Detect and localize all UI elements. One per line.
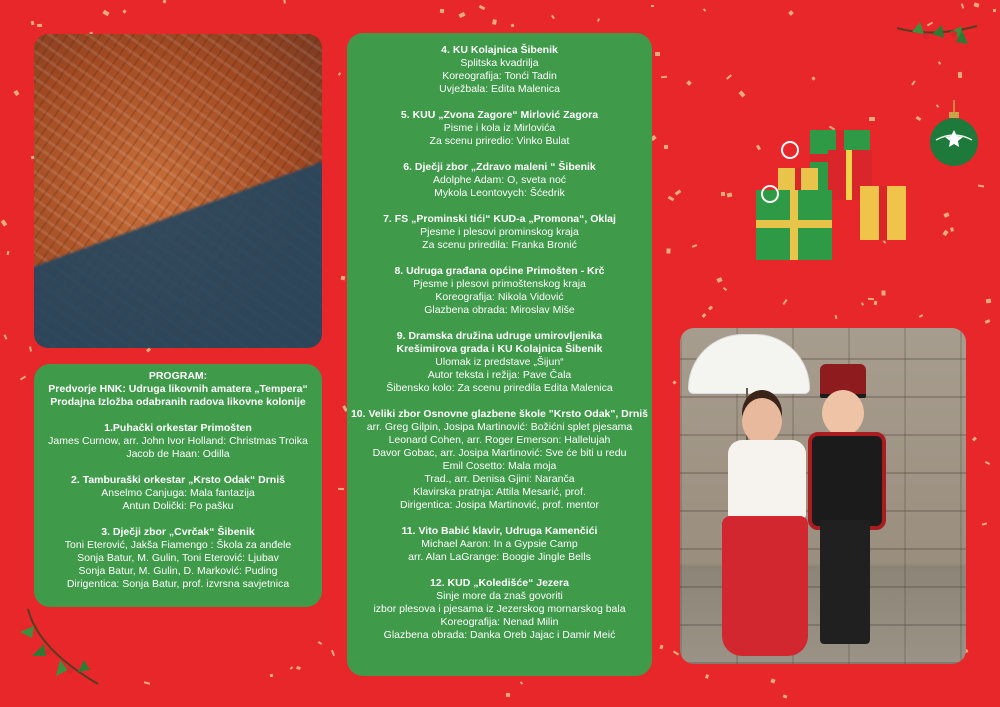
program-line: Glazbena obrada: Danka Oreb Jajac i Damir Meić	[383, 629, 616, 641]
program-line: Pjesme i plesovi prominskog kraja	[420, 226, 579, 238]
spacer	[34, 513, 322, 526]
program-heading: 10. Veliki zbor Osnovne glazbene škole "Krsto Odak", Drniš	[350, 408, 649, 420]
program-line: arr. Greg Gilpin, Josipa Martinović: Božićni splet pjesama	[366, 421, 633, 433]
spacer	[347, 96, 652, 109]
holly-branch-icon	[892, 18, 982, 68]
holly-branch-icon	[8, 604, 108, 694]
spacer	[347, 564, 652, 577]
program-heading: 8. Udruga građana općine Primošten - Krč	[394, 265, 605, 277]
program-line: Emil Cosetto: Mala moja	[442, 460, 557, 472]
spacer	[34, 409, 322, 422]
program-heading: PROGRAM:	[148, 370, 208, 382]
program-line: Adolphe Adam: O, sveta noć	[432, 174, 567, 186]
program-heading: 3. Dječji zbor „Cvrčak“ Šibenik	[101, 526, 255, 538]
program-heading: 6. Dječji zbor „Zdravo maleni “ Šibenik	[403, 161, 596, 173]
spacer	[347, 148, 652, 161]
program-heading: 9. Dramska družina udruge umirovljenika	[396, 330, 603, 342]
program-line: Mykola Leontovych: Šćedrik	[434, 187, 565, 199]
program-heading: Predvorje HNK: Udruga likovnih amatera „Tempera“	[48, 383, 308, 395]
program-line: Koreografija: Tonći Tadin	[442, 70, 557, 82]
program-line: izbor plesova i pjesama iz Jezerskog mornarskog bala	[373, 603, 626, 615]
program-line: Šibensko kolo: Za scenu priredila Edita Malenica	[386, 382, 613, 394]
program-line: Uvježbala: Edita Malenica	[439, 83, 560, 95]
program-line: Pjesme i plesovi primoštenskog kraja	[413, 278, 586, 290]
program-line: Ulomak iz predstave „Šijun“	[435, 356, 564, 368]
program-line: Dirigentica: Sonja Batur, prof. izvrsna savjetnica	[66, 578, 290, 590]
program-line: Dirigentica: Josipa Martinović, prof. mentor	[400, 499, 599, 511]
program-line: Sonja Batur, M. Gulin, Toni Eterović: Ljubav	[77, 552, 279, 564]
program-line: arr. Alan LaGrange: Boogie Jingle Bells	[408, 551, 591, 563]
program-heading: 2. Tamburaški orkestar „Krsto Odak“ Drniš	[71, 474, 285, 486]
program-line: Pisme i kola iz Mirlovića	[443, 122, 556, 134]
program-line: Trad., arr. Denisa Gjini: Naranča	[424, 473, 575, 485]
program-line: James Curnow, arr. John Ivor Holland: Christmas Troika	[48, 435, 308, 447]
program-heading: 4. KU Kolajnica Šibenik	[441, 44, 558, 56]
program-line: Davor Gobac, arr. Josipa Martinović: Sve će biti u redu	[372, 447, 627, 459]
program-line: Koreografija: Nikola Vidović	[435, 291, 564, 303]
program-line: Michael Aaron: In a Gypsie Camp	[421, 538, 578, 550]
program-line: Jacob de Haan: Odilla	[126, 448, 230, 460]
program-line: Antun Dolički: Po pašku	[122, 500, 234, 512]
program-line: Leonard Cohen, arr. Roger Emerson: Hallelujah	[388, 434, 611, 446]
spacer	[347, 200, 652, 213]
spacer	[347, 252, 652, 265]
program-panel-middle	[347, 33, 652, 676]
program-line: Glazbena obrada: Miroslav Miše	[424, 304, 575, 316]
program-line: Anselmo Canjuga: Mala fantazija	[101, 487, 255, 499]
spacer	[34, 461, 322, 474]
program-line: Klavirska pratnja: Attila Mesarić, prof.	[413, 486, 586, 498]
program-line: Toni Eterović, Jakša Fiamengo : Škola za anđele	[64, 539, 292, 551]
program-heading: Prodajna Izložba odabranih radova likovne kolonije	[50, 396, 306, 408]
program-heading: 7. FS „Prominski tići“ KUD-a „Promona“, Oklaj	[383, 213, 616, 225]
program-heading: 12. KUD „Koledišće“ Jezera	[430, 577, 569, 589]
program-line: Splitska kvadrilja	[460, 57, 539, 69]
spacer	[347, 395, 652, 408]
program-line: Autor teksta i režija: Pave Čala	[427, 369, 572, 381]
program-heading: 5. KUU „Zvona Zagore“ Mirlović Zagora	[400, 109, 599, 121]
program-line: Koreografija: Nenad Milin	[440, 616, 559, 628]
program-heading: 11. Vito Babić klavir, Udruga Kamenčići	[401, 525, 598, 537]
children-folk-costume-photo	[680, 328, 966, 664]
christmas-gifts-icon	[750, 110, 910, 270]
program-line: Sonja Batur, M. Gulin, D. Marković: Puding	[78, 565, 278, 577]
program-line: Sinje more da znaš govoriti	[436, 590, 563, 602]
spacer	[347, 317, 652, 330]
program-heading: 1.Puhački orkestar Primošten	[104, 422, 252, 434]
program-line: Za scenu priredio: Vinko Bulat	[429, 135, 570, 147]
program-heading: Krešimirova grada i KU Kolajnica Šibenik	[396, 343, 603, 355]
program-line: Za scenu priredila: Franka Bronić	[422, 239, 577, 251]
aerial-city-photo	[34, 34, 322, 348]
program-panel-left	[34, 364, 322, 607]
christmas-ornament-icon	[926, 100, 982, 170]
spacer	[347, 512, 652, 525]
